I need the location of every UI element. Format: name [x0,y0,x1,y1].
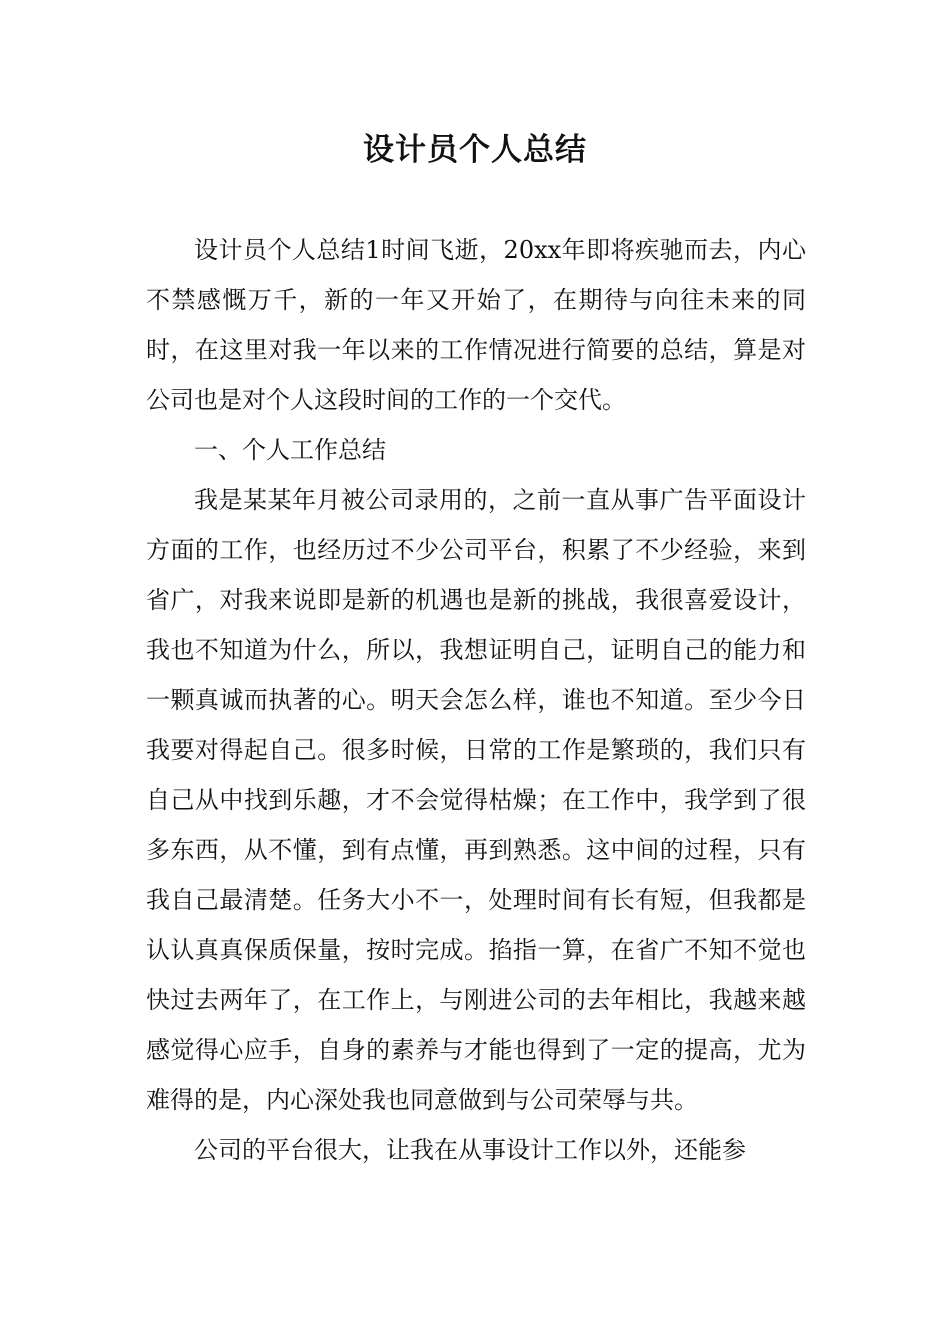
document-title: 设计员个人总结 [363,132,587,168]
paragraph-work-summary: 我是某某年月被公司录用的，之前一直从事广告平面设计方面的工作，也经历过不少公司平台，积累了不少经验，来到省广，对我来说即是新的机遇也是新的挑战，我很喜爱设计，我也不知道为什么，所以，我想证明自己，证明自己的能力和一颗真诚而执著的心。明天会怎么样，谁也不知道。至少今日我要对得起自己。很多时候，日常的工作是繁琐的，我们只有自己从中找到乐趣，才不会觉得枯燥；在工作中，我学到了很多东西，从不懂，到有点懂，再到熟悉。这中间的过程，只有我自己最清楚。任务大小不一，处理时间有长有短，但我都是认认真真保质保量，按时完成。掐指一算，在省广不知不觉也快过去两年了，在工作上，与刚进公司的去年相比，我越来越感觉得心应手，自身的素养与才能也得到了一定的提高，尤为难得的是，内心深处我也同意做到与公司荣辱与共。 [146,486,806,1114]
document-body [146,225,806,1175]
paragraph-intro: 设计员个人总结1时间飞逝，20xx年即将疾驰而去，内心不禁感慨万千，新的一年又开始了，在期待与向往未来的同时，在这里对我一年以来的工作情况进行简要的总结，算是对公司也是对个人这段时间的工作的一个交代。 [146,236,806,414]
paragraph-platform: 公司的平台很大，让我在从事设计工作以外，还能参 [194,1136,746,1164]
section-heading: 一、个人工作总结 [194,436,386,464]
